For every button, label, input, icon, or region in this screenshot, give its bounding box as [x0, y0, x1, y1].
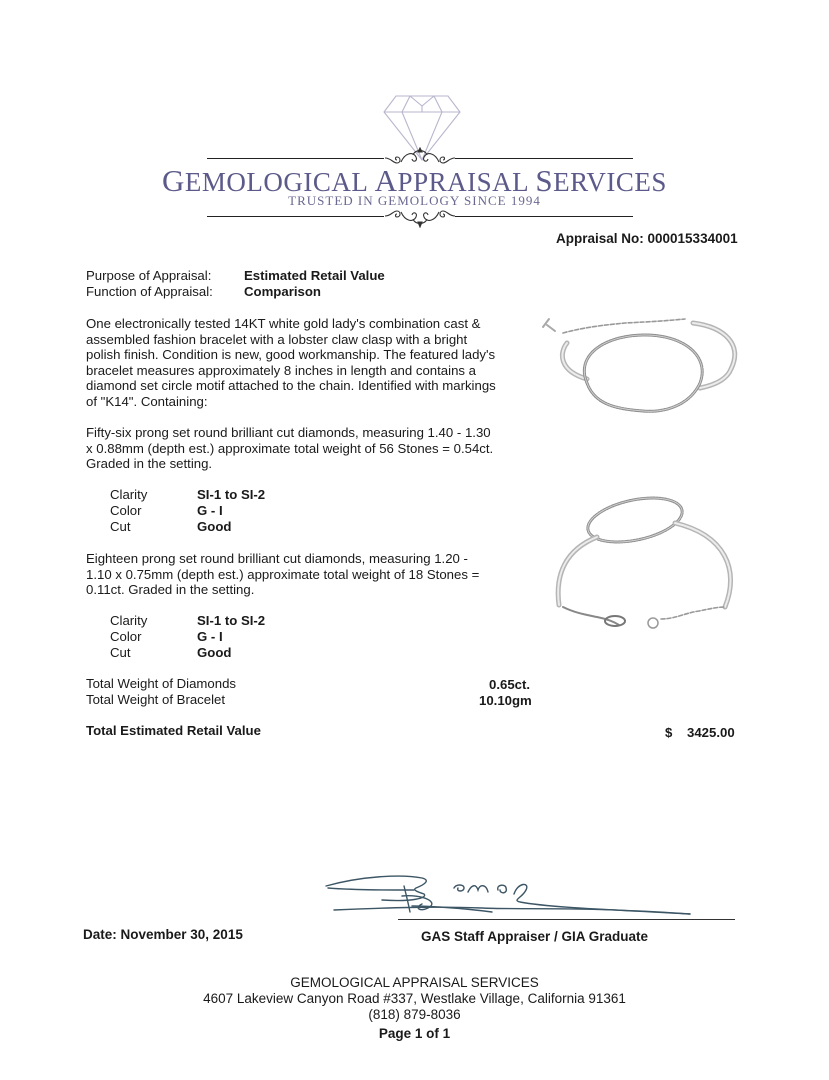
- company-logo: [0, 0, 829, 230]
- signer-title: GAS Staff Appraiser / GIA Graduate: [421, 929, 649, 944]
- appraisal-date: Date: November 30, 2015: [83, 927, 243, 942]
- grade-value: G - I: [197, 629, 223, 644]
- grade-value: SI-1 to SI-2: [197, 613, 266, 628]
- logo-letter: A: [374, 163, 398, 198]
- company-tagline: TRUSTED IN GEMOLOGY SINCE 1994: [288, 193, 541, 208]
- grade-label: Clarity: [110, 613, 148, 628]
- retail-currency: $: [665, 725, 673, 740]
- grade-row-color: [110, 503, 223, 519]
- grade-row-cut: [110, 645, 232, 661]
- logo-rule-top-right: [455, 158, 633, 159]
- logo-rule-bottom-right: [455, 216, 633, 217]
- total-bracelet-label: Total Weight of Bracelet: [86, 692, 226, 707]
- stone-group-2-description: Eighteen prong set round brilliant cut diamonds, measuring 1.20 - 1.10 x 0.75mm (depth est.) approximate total weight of 18 Stones = 0.11ct. Graded in the setting.: [86, 551, 480, 598]
- grade-row-clarity: [110, 613, 266, 629]
- page-number: Page 1 of 1: [378, 1026, 451, 1041]
- bracelet-photo-top: [535, 305, 755, 420]
- total-retail-label: Total Estimated Retail Value: [86, 723, 261, 738]
- grade-row-cut: [110, 519, 232, 535]
- logo-word: ERVICES: [553, 167, 667, 197]
- footer-address: 4607 Lakeview Canyon Road #337, Westlake Village, California 91361: [203, 991, 626, 1006]
- logo-rule-bottom-left: [207, 216, 384, 217]
- bracelet-photo-open: [535, 495, 755, 635]
- purpose-label: Purpose of Appraisal:: [86, 268, 212, 283]
- logo-word: EMOLOGICAL: [184, 167, 375, 197]
- footer-phone: (818) 879-8036: [368, 1007, 461, 1022]
- grade-value: SI-1 to SI-2: [197, 487, 266, 502]
- grade-label: Color: [110, 503, 142, 518]
- total-diamonds-label: Total Weight of Diamonds: [86, 676, 237, 691]
- grade-value: G - I: [197, 503, 223, 518]
- grade-value: Good: [197, 645, 232, 660]
- logo-letter: G: [162, 163, 185, 198]
- appraiser-signature: [322, 872, 702, 922]
- retail-value: 3425.00: [687, 725, 735, 740]
- logo-rule-top-left: [207, 158, 384, 159]
- grade-label: Cut: [110, 645, 131, 660]
- item-description: One electronically tested 14KT white gold lady's combination cast & assembled fashion bracelet with a lobster claw clasp with a bright polish finish. Condition is new, good workmanship. The featured lady's bracelet measures approximately 8 inches in length and contains a diamond set circle motif attached to the chain. Identified with markings of "K14". Containing:: [86, 316, 496, 409]
- grade-label: Cut: [110, 519, 131, 534]
- grade-row-color: [110, 629, 223, 645]
- total-diamonds-value: 0.65ct.: [489, 677, 531, 692]
- stone-group-2-grades: [110, 613, 266, 661]
- ornament-bottom-icon: [383, 206, 457, 228]
- function-value: Comparison: [244, 284, 321, 299]
- logo-word: PPRAISAL: [397, 167, 536, 197]
- stone-group-1-grades: [110, 487, 266, 535]
- purpose-value: Estimated Retail Value: [244, 268, 385, 283]
- total-bracelet-value: 10.10gm: [479, 693, 532, 708]
- function-label: Function of Appraisal:: [86, 284, 213, 299]
- stone-group-1-description: Fifty-six prong set round brilliant cut diamonds, measuring 1.40 - 1.30 x 0.88mm (depth est.) approximate total weight of 56 Stones = 0.54ct. Graded in the setting.: [86, 425, 494, 472]
- grade-label: Color: [110, 629, 142, 644]
- appraisal-number: Appraisal No: 000015334001: [556, 231, 738, 246]
- footer-company: GEMOLOGICAL APPRAISAL SERVICES: [290, 975, 539, 990]
- signature-line: [398, 919, 735, 920]
- logo-letter: S: [535, 163, 554, 198]
- grade-label: Clarity: [110, 487, 148, 502]
- grade-value: Good: [197, 519, 232, 534]
- grade-row-clarity: [110, 487, 266, 503]
